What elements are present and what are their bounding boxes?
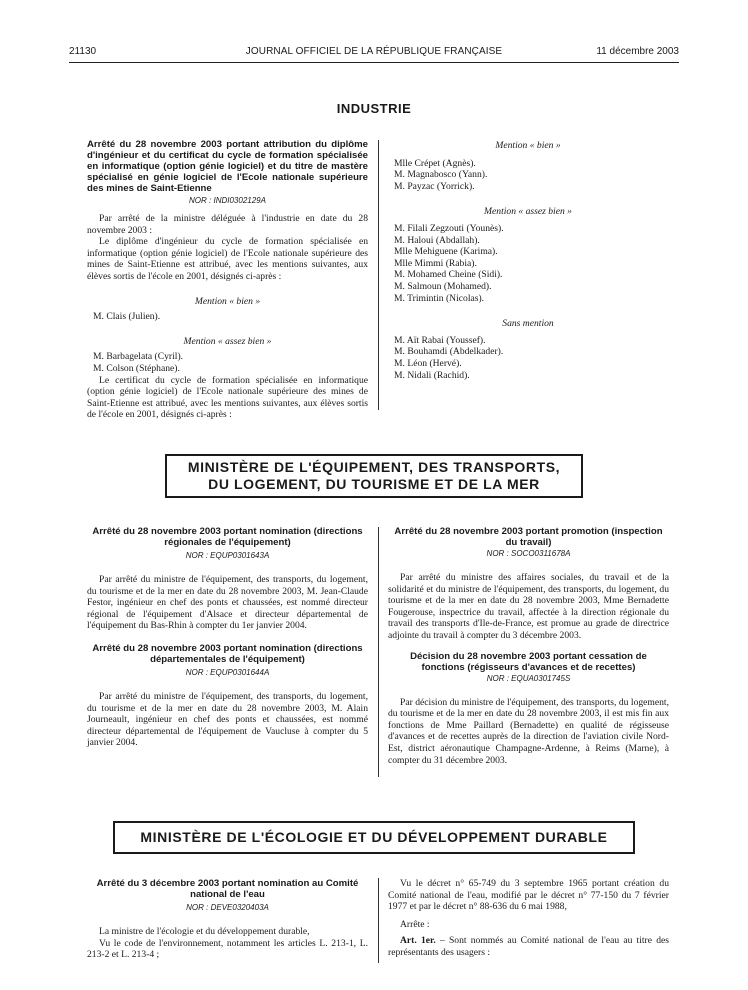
mention-heading: Sans mention	[502, 318, 554, 330]
industrie-left-column	[87, 139, 368, 421]
ecologie-left-column	[87, 878, 368, 961]
mention-heading: Mention « assez bien »	[484, 206, 572, 218]
decree-title: Décision du 28 novembre 2003 portant cessation de fonctions (régisseurs d'avances et de recettes)	[410, 650, 647, 673]
ministry-heading-line: DU LOGEMENT, DU TOURISME ET DE LA MER	[208, 476, 540, 492]
paragraph: La ministre de l'écologie et du développement durable,	[99, 926, 310, 937]
issue-date: 11 décembre 2003	[596, 46, 679, 57]
list-item: Mlle Mehiguene (Karima).	[394, 246, 498, 258]
equipement-right-column	[388, 526, 669, 766]
section-title-industrie: INDUSTRIE	[336, 101, 412, 116]
list-item: M. Trimintin (Nicolas).	[394, 292, 485, 304]
list-item: M. Léon (Hervé).	[394, 357, 462, 369]
nor-reference: NOR : EQUP0301644A	[185, 667, 270, 677]
paragraph: Par arrêté du ministre de l'équipement, des transports, du logement, du tourisme et de la mer en date du 28 novembre 2003, M. Jean-Claude Festor, ingénieur en chef des ponts et chaussées, est nommé directeur régional de l'équipement d'Alsace et directeur départemental de l'équipement du Bas-Rhin à compter du 1er janvier 2004.	[87, 574, 368, 632]
mention-heading: Mention « bien »	[194, 295, 261, 307]
paragraph: Arrête :	[400, 918, 430, 930]
list-item: M. Haloui (Abdallah).	[394, 234, 480, 246]
paragraph: Vu le décret n° 65-749 du 3 septembre 1965 portant création du Comité national de l'eau, modifié par le décret n° 77-150 du 7 février 1977 et par le décret n° 88-636 du 6 mai 1988,	[388, 878, 669, 913]
article-label: Art. 1er.	[400, 935, 436, 947]
ministry-heading-line: MINISTÈRE DE L'ÉCOLOGIE ET DU DÉVELOPPEMENT DURABLE	[140, 829, 608, 845]
industrie-right-column	[388, 140, 668, 381]
mention-heading: Mention « assez bien »	[183, 335, 272, 347]
nor-reference: NOR : EQUP0301643A	[185, 551, 270, 560]
decree-title: Arrêté du 3 décembre 2003 portant nomination au Comité national de l'eau	[96, 878, 359, 900]
column-divider	[378, 878, 379, 963]
page-header	[69, 46, 679, 60]
paragraph: Par arrêté de la ministre déléguée à l'industrie en date du 28 novembre 2003 :	[87, 213, 368, 236]
ministry-heading-line: MINISTÈRE DE L'ÉQUIPEMENT, DES TRANSPORTS,	[187, 459, 561, 475]
decree-title: Arrêté du 28 novembre 2003 portant nomination (directions régionales de l'équipement)	[92, 526, 363, 548]
list-item: M. Payzac (Yorrick).	[394, 180, 475, 192]
nor-reference: NOR : EQUA0301745S	[486, 673, 571, 683]
decree-title: Arrêté du 28 novembre 2003 portant promotion (inspection du travail)	[394, 526, 663, 548]
mention-heading: Mention « bien »	[495, 140, 561, 151]
column-divider	[378, 527, 379, 777]
list-item: M. Filali Zegzouti (Younès).	[394, 222, 504, 234]
list-item: Mlle Mimmi (Rabia).	[394, 257, 477, 269]
paragraph: Par arrêté du ministre de l'équipement, des transports, du logement, du tourisme et de la mer en date du 28 novembre 2003, M. Alain Journeault, ingénieur en chef des ponts et chaussées, est nommé directeur départemental de l'équipement de Vaucluse à compter du 5 janvier 2004.	[87, 690, 368, 749]
ecologie-right-column	[388, 878, 669, 959]
nor-reference: NOR : SOCO0311678A	[486, 549, 571, 558]
ministry-heading-box	[113, 821, 635, 854]
list-item: Mlle Crépet (Agnès).	[394, 157, 476, 169]
ministry-heading-box	[165, 454, 583, 498]
paragraph: Par décision du ministre de l'équipement, des transports, du logement, du tourisme et de la mer en date du 28 novembre 2003, il est mis fin aux fonctions de Mme Paillard (Bernadette) en qualité de régisseuse d'avances et de recettes auprès de la direction de l'aviation civile Nord-Est, district aéronautique Champagne-Ardenne, à Reims (Marne), à compter du 31 décembre 2003.	[388, 696, 669, 766]
paragraph: Vu le code de l'environnement, notamment les articles L. 213-1, L. 213-2 et L. 213-4 ;	[87, 937, 368, 961]
list-item: M. Nidali (Rachid).	[394, 369, 470, 381]
nor-reference: NOR : DEVE0320403A	[186, 903, 269, 912]
list-item: M. Colson (Stéphane).	[93, 362, 180, 374]
journal-title: JOURNAL OFFICIEL DE LA RÉPUBLIQUE FRANÇAISE	[245, 46, 503, 57]
list-item: M. Clais (Julien).	[93, 311, 161, 323]
list-item: M. Barbagelata (Cyril).	[93, 351, 184, 363]
list-item: M. Mohamed Cheine (Sidi).	[394, 269, 503, 281]
list-item: M. Magnabosco (Yann).	[394, 169, 488, 181]
equipement-left-column	[87, 526, 368, 749]
decree-title: Arrêté du 28 novembre 2003 portant nomination (directions départementales de l'équipement)	[92, 642, 363, 665]
decree-title: Arrêté du 28 novembre 2003 portant attribution du diplôme d'ingénieur et du certificat du cycle de formation spécialisée en informatique (option génie logiciel) et du titre de mastère spécialisé en génie logiciel de l'Ecole nationale supérieure des mines de Saint-Etienne	[87, 139, 368, 194]
list-item: M. Aït Rabai (Youssef).	[394, 334, 486, 346]
article-paragraph	[388, 935, 669, 958]
paragraph: Le diplôme d'ingénieur du cycle de formation spécialisée en informatique (option génie logiciel) de l'Ecole nationale supérieure des mines de Saint-Etienne est attribué, avec les mentions suivantes, aux élèves sortis de l'école en 2001, désignés ci-après :	[87, 236, 368, 282]
paragraph: Par arrêté du ministre des affaires sociales, du travail et de la solidarité et du ministre de l'équipement, des transports, du logement, du tourisme et de la mer en date du 28 novembre 2003, Mme Bernadette Fougerouse, inspectrice du travail, affectée à la direction régionale du travail des transports d'Ile-de-France, est promue au grade de directrice adjointe du travail à compter du 3 décembre 2003.	[388, 572, 669, 641]
header-rule	[69, 62, 679, 63]
list-item: M. Salmoun (Mohamed).	[394, 280, 492, 292]
paragraph: Le certificat du cycle de formation spécialisée en informatique (option génie logiciel) de l'Ecole nationale supérieure des mines de Saint-Etienne est attribué, avec les mentions suivantes, aux élèves sortis de l'école en 2001, désignés ci-après :	[87, 374, 368, 421]
page-number: 21130	[69, 46, 97, 57]
article-text: – Sont nommés au Comité national de l'eau au titre des représentants des usagers :	[388, 935, 669, 958]
column-divider	[378, 140, 379, 410]
nor-reference: NOR : INDI0302129A	[189, 196, 266, 205]
list-item: M. Bouhamdi (Abdelkader).	[394, 346, 504, 358]
